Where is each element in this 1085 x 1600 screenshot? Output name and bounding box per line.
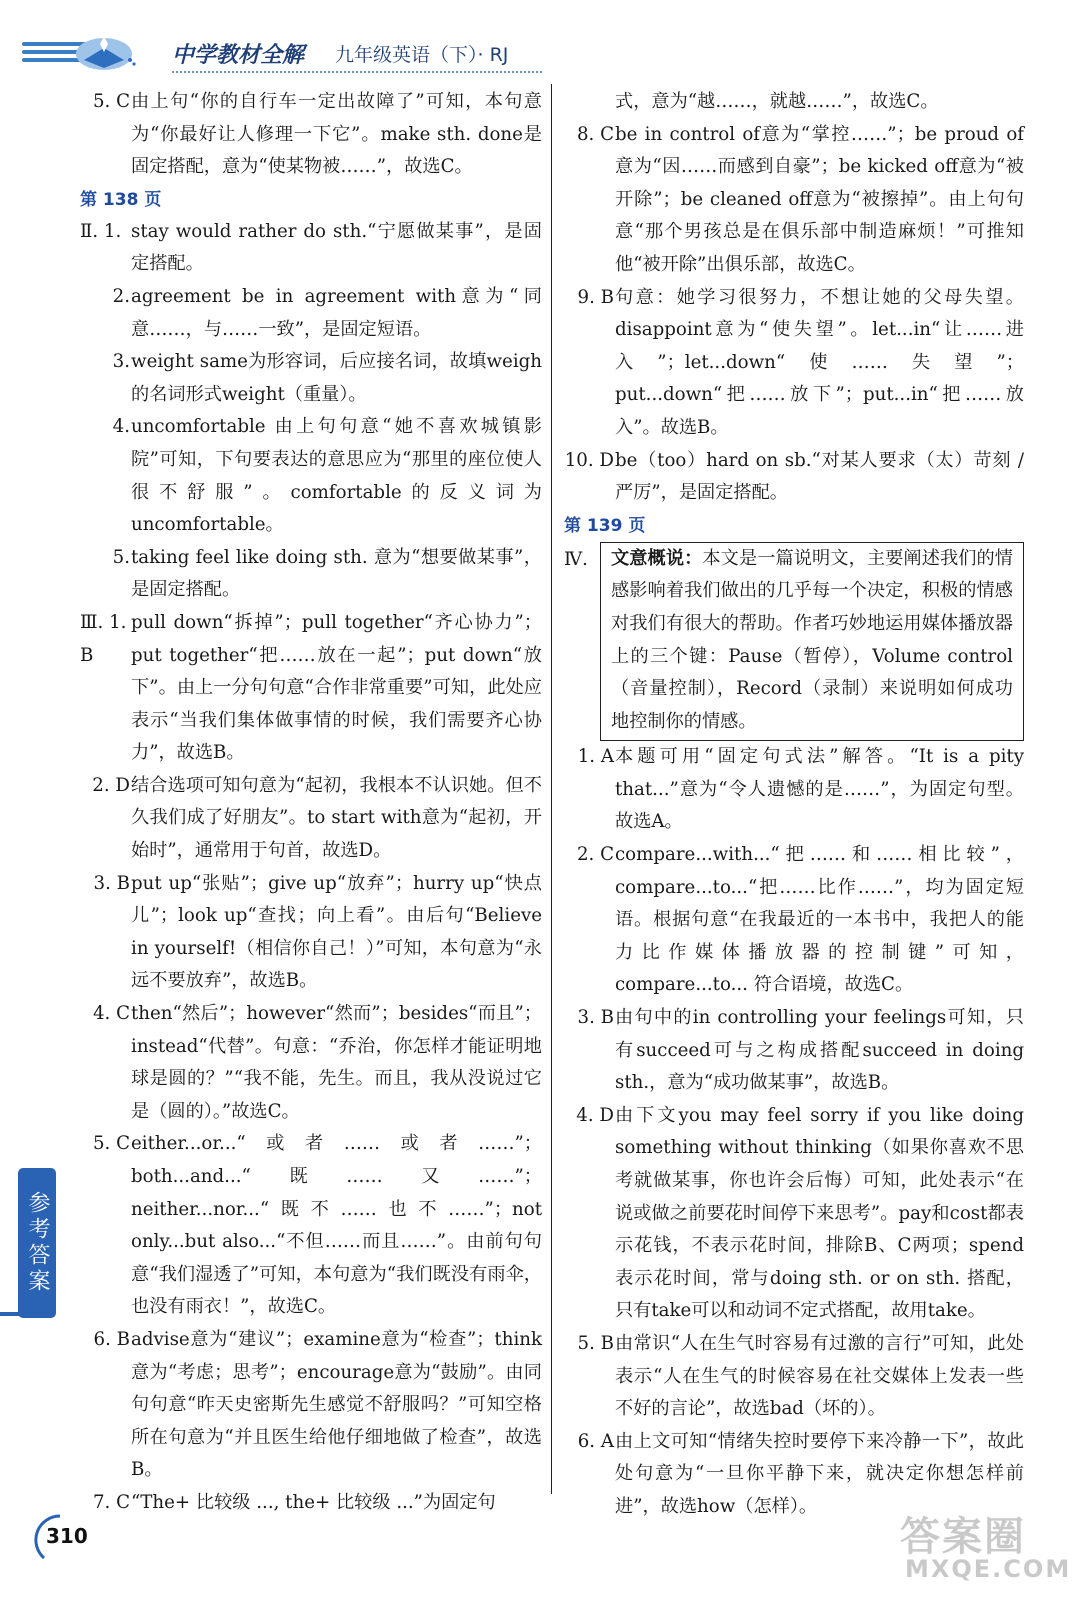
page-header bbox=[0, 0, 1085, 80]
watermark-logo: 答案圈 bbox=[900, 1514, 1026, 1560]
answer-number: 3. B bbox=[93, 872, 130, 894]
answer-number: 9. B bbox=[577, 286, 614, 308]
answer-text: advise意为“建议”；examine意为“检查”；think意为“考虑；思考”；encourage意为“鼓励”。由同句句意“昨天史密斯先生感觉不舒服吗？”可知空格所在句意为“并且医生给他仔细地做了检查”，故选B。 bbox=[131, 1328, 542, 1481]
answer-item bbox=[80, 281, 542, 346]
answer-text: put up“张贴”；give up“放弃”；hurry up“快点儿”；look up“查找；向上看”。由后句“Believe in yourself!（相信你自己！）”可知，本句意为“永远不要放弃”，故选B。 bbox=[131, 872, 542, 992]
answer-text: be in control of意为“掌控……”；be proud of意为“因……而感到自豪”；be kicked off意为“被开除”；be cleaned off意为“被擦掉”。由上句句意“那个男孩总是在俱乐部中制造麻烦！”可推知他“被开除”出俱乐部，故选C。 bbox=[615, 123, 1024, 275]
answer-number: 3. B bbox=[577, 1007, 614, 1029]
answer-number: 5. B bbox=[577, 1332, 614, 1354]
answer-number: Ⅲ. 1. B bbox=[80, 611, 127, 666]
summary-text: 本文是一篇说明文，主要阐述我们的情感影响着我们做出的几乎每一个决定，积极的情感对我们有很大的帮助。作者巧妙地运用媒体播放器上的三个键：Pause（暂停），Volume control（音量控制），Record（录制）来说明如何成功地控制你的情感。 bbox=[611, 547, 1013, 732]
answer-text: be（too）hard on sb.“对某人要求（太）苛刻 / 严厉”，是固定搭配。 bbox=[615, 449, 1024, 504]
answer-item bbox=[80, 1324, 542, 1487]
answer-item bbox=[564, 445, 1024, 510]
answer-number: 6. A bbox=[577, 1430, 614, 1452]
page-section-heading: 第 139 页 bbox=[564, 515, 646, 536]
answer-number: 8. C bbox=[576, 123, 614, 145]
answer-item bbox=[564, 1100, 1024, 1328]
answer-number: 1. A bbox=[577, 746, 614, 768]
watermark-url: MXQE.COM bbox=[905, 1555, 1072, 1583]
summary-label: 文意概说： bbox=[611, 547, 703, 569]
answer-text: agreement be in agreement with意为“同意……，与……一致”，是固定短语。 bbox=[131, 285, 542, 340]
answer-item bbox=[564, 1328, 1024, 1426]
answer-text: either...or...“或者……或者……”；both...and...“既……又……”；neither...nor...“既不……也不……”；not only...but also...“不但……而且……”。由前句句意“我们湿透了”可知，本句意为“我们既没有雨伞，也没有雨衣！”，故选C。 bbox=[131, 1133, 542, 1318]
answer-item bbox=[80, 1487, 542, 1520]
page-section-heading: 第 138 页 bbox=[80, 189, 162, 210]
book-title: 中学教材全解 bbox=[172, 43, 305, 68]
answer-text: 由上文可知“情绪失控时要停下来冷静一下”，故此处句意为“一旦你平静下来，就决定你想怎样前进”，故选how（怎样）。 bbox=[615, 1430, 1024, 1517]
answer-item bbox=[80, 86, 542, 184]
answer-number: 5. bbox=[112, 546, 130, 568]
answer-item bbox=[80, 998, 542, 1128]
summary-box bbox=[600, 542, 1024, 742]
answer-number: 6. B bbox=[93, 1328, 130, 1350]
column-divider bbox=[551, 84, 552, 1494]
right-column bbox=[564, 86, 1024, 1524]
answer-item bbox=[80, 411, 542, 541]
answer-continuation: 式，意为“越……，就越……”，故选C。 bbox=[615, 91, 939, 112]
answer-item bbox=[80, 346, 542, 411]
answer-item bbox=[564, 741, 1024, 839]
answer-text: stay would rather do sth.“宁愿做某事”，是固定搭配。 bbox=[131, 220, 542, 275]
answer-number: 5. C bbox=[92, 1133, 130, 1155]
answer-text: pull down“拆掉”；pull together“齐心协力”；put together“把……放在一起”；put down“放下”。由上一分句句意“合作非常重要”可知，此处应表示“当我们集体做事情的时候，我们需要齐心协力”，故选B。 bbox=[131, 611, 542, 764]
answer-number: 4. C bbox=[92, 1003, 130, 1025]
left-column bbox=[80, 86, 542, 1520]
answer-number: 7. C bbox=[92, 1491, 130, 1513]
answer-item bbox=[564, 282, 1024, 445]
answer-number: 10. D bbox=[564, 449, 614, 471]
answer-key-tab: 参考答案 bbox=[18, 1168, 56, 1318]
answer-text: weight same为形容词，后应接名词，故填weigh的名词形式weight（重量）。 bbox=[131, 351, 542, 405]
section-number: Ⅳ. bbox=[564, 548, 588, 570]
answer-item bbox=[80, 1128, 542, 1324]
answer-text: “The+ 比较级 ..., the+ 比较级 ...”为固定句 bbox=[131, 1491, 496, 1513]
answer-item bbox=[80, 542, 542, 607]
answer-text: 由上句“你的自行车一定出故障了”可知，本句意为“你最好让人修理一下它”。make sth. done是固定搭配，意为“使某物被……”，故选C。 bbox=[131, 91, 542, 178]
answer-item bbox=[80, 216, 542, 281]
answer-text: 本题可用“固定句式法”解答。“It is a pity that...”意为“令人遗憾的是……”，为固定句型。故选A。 bbox=[615, 746, 1024, 833]
answer-text: 由常识“人在生气时容易有过激的言行”可知，此处表示“人在生气的时候容易在社交媒体上发表一些不好的言论”，故选bad（坏的）。 bbox=[615, 1332, 1024, 1420]
answer-number: 4. D bbox=[576, 1104, 614, 1126]
answer-text: then“然后”；however“然而”；besides“而且”；instead“代替”。句意：“乔治，你怎样才能证明地球是圆的？”“我不能，先生。而且，我从没说过它是（圆的）。”故选C。 bbox=[131, 1003, 542, 1122]
answer-item bbox=[564, 119, 1024, 282]
answer-number: 2. C bbox=[576, 844, 614, 866]
book-logo-icon bbox=[72, 30, 136, 72]
answer-text: compare...with...“把……和……相比较”，compare...to...“把……比作……”，均为固定短语。根据句意“在我最近的一本书中，我把人的能力比作媒体播放器的控制键”可知，compare...to... 符合语境，故选C。 bbox=[615, 844, 1024, 996]
answer-number: 3. bbox=[112, 351, 130, 373]
answer-text: 句意：她学习很努力，不想让她的父母失望。disappoint意为“使失望”。let...in“让……进入”；let...down“使……失望”；put...down“把……放下”；put...in“把……放入”。故选B。 bbox=[615, 286, 1024, 438]
answer-item bbox=[80, 607, 542, 770]
answer-number: 2. D bbox=[92, 774, 130, 796]
answer-text: taking feel like doing sth. 意为“想要做某事”，是固定搭配。 bbox=[131, 546, 542, 601]
answer-text: 由下文you may feel sorry if you like doing something without thinking（如果你喜欢不思考就做某事，你也许会后悔）可知，此处表示“在说或做之前要花时间停下来思考”。pay和cost都表示花钱，不表示花时间，排除B、C两项；spend表示花时间，常与doing sth. or on sth. 搭配，只有take可以和动词不定式搭配，故用take。 bbox=[615, 1104, 1024, 1322]
book-subtitle: 九年级英语（下）· RJ bbox=[335, 44, 509, 66]
answer-item bbox=[80, 868, 542, 998]
answer-item bbox=[564, 839, 1024, 1002]
answer-number: 2. bbox=[112, 285, 130, 307]
answer-number: 4. bbox=[112, 416, 130, 438]
answer-text: 结合选项可知句意为“起初，我根本不认识她。但不久我们成了好朋友”。to start with意为“起初，开始时”，通常用于句首，故选D。 bbox=[131, 774, 542, 862]
answer-item bbox=[80, 770, 542, 868]
side-tab-rule bbox=[0, 1312, 40, 1316]
answer-text: 由句中的in controlling your feelings可知，只有succeed可与之构成搭配succeed in doing sth.，意为“成功做某事”，故选B。 bbox=[615, 1007, 1024, 1094]
answer-number: Ⅱ. 1. bbox=[80, 220, 122, 242]
header-rule bbox=[172, 71, 542, 73]
summary-section bbox=[564, 542, 1024, 742]
answer-item bbox=[564, 1002, 1024, 1100]
answer-text: uncomfortable 由上句句意“她不喜欢城镇影院”可知，下句要表达的意思应为“那里的座位使人很不舒服”。comfortable的反义词为uncomfortable。 bbox=[131, 416, 542, 536]
answer-number: 5. C bbox=[92, 91, 130, 112]
page-number: 310 bbox=[46, 1524, 88, 1548]
